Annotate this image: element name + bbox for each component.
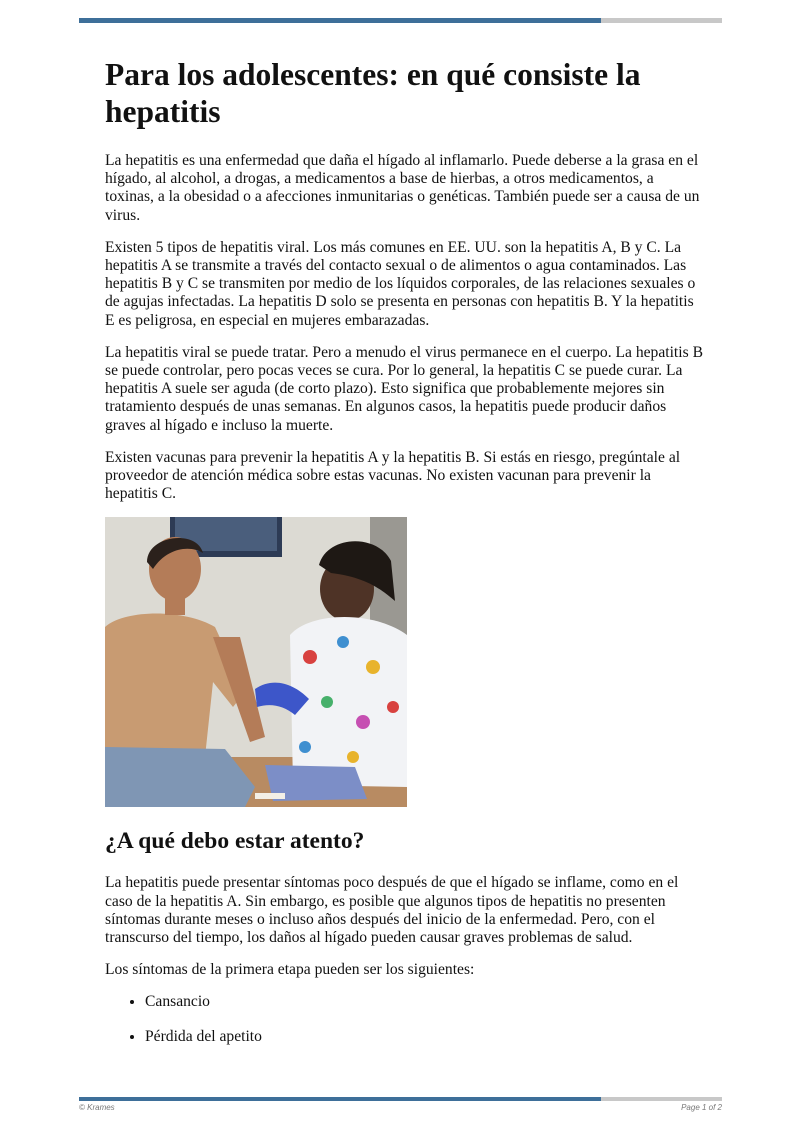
document-body	[105, 56, 705, 1062]
paragraph-treatment: La hepatitis viral se puede tratar. Pero a menudo el virus permanece en el cuerpo. La hepatitis B se puede controlar, pero pocas veces se cura. Por lo general, la hepatitis C se puede curar. La hepatitis A suele ser aguda (de corto plazo). Esto significa que probablemente mejores sin tratamiento después de unas semanas. En algunos casos, la hepatitis puede producir daños graves al hígado e incluso la muerte.	[105, 343, 703, 434]
header-progress-bar	[79, 18, 722, 23]
footer-progress-fill	[79, 1097, 601, 1101]
symptom-list	[105, 993, 705, 1045]
paragraph-early-symptoms: Los síntomas de la primera etapa pueden ser los siguientes:	[105, 961, 475, 979]
vaccination-photo	[105, 517, 407, 807]
list-item: • Cansancio	[145, 993, 705, 1011]
page-title: Para los adolescentes: en qué consiste la hepatitis	[105, 57, 641, 129]
paragraph-symptoms: La hepatitis puede presentar síntomas poco después de que el hígado se inflame, como en el caso de la hepatitis A. Sin embargo, es posible que algunos tipos de hepatitis no presenten síntomas durante meses o incluso años después del inicio de la enfermedad. Pero, con el transcurso del tiempo, los daños al hígado pueden causar graves problemas de salud.	[105, 874, 679, 947]
header-progress-fill	[79, 18, 601, 23]
paragraph-types: Existen 5 tipos de hepatitis viral. Los más comunes en EE. UU. son la hepatitis A, B y C. La hepatitis A se transmite a través del contacto sexual o de alimentos o agua contaminados. Las hepatitis B y C se transmiten por medio de los líquidos corporales, de las relaciones sexuales o de agujas infectadas. La hepatitis D solo se presenta en personas con hepatitis B. Y la hepatitis E es peligrosa, en especial en mujeres embarazadas.	[105, 238, 696, 329]
footer-progress-bar	[79, 1097, 722, 1101]
footer-page-number: Page 1 of 2	[681, 1103, 722, 1112]
paragraph-intro: La hepatitis es una enfermedad que daña el hígado al inflamarlo. Puede deberse a la grasa en el hígado, al alcohol, a drogas, a medicamentos a base de hierbas, a otros medicamentos, a toxinas, a la obesidad o a afecciones inmunitarias o genéticas. También puede ser a causa de un virus.	[105, 152, 700, 224]
section-heading: ¿A qué debo estar atento?	[105, 828, 365, 855]
paragraph-vaccines: Existen vacunas para prevenir la hepatitis A y la hepatitis B. Si estás en riesgo, pregúntale al proveedor de atención médica sobre estas vacunas. No existen vacunan para prevenir la hepatitis C.	[105, 448, 681, 503]
list-item: • Pérdida del apetito	[145, 1028, 705, 1046]
footer-copyright: © Krames	[79, 1103, 115, 1112]
